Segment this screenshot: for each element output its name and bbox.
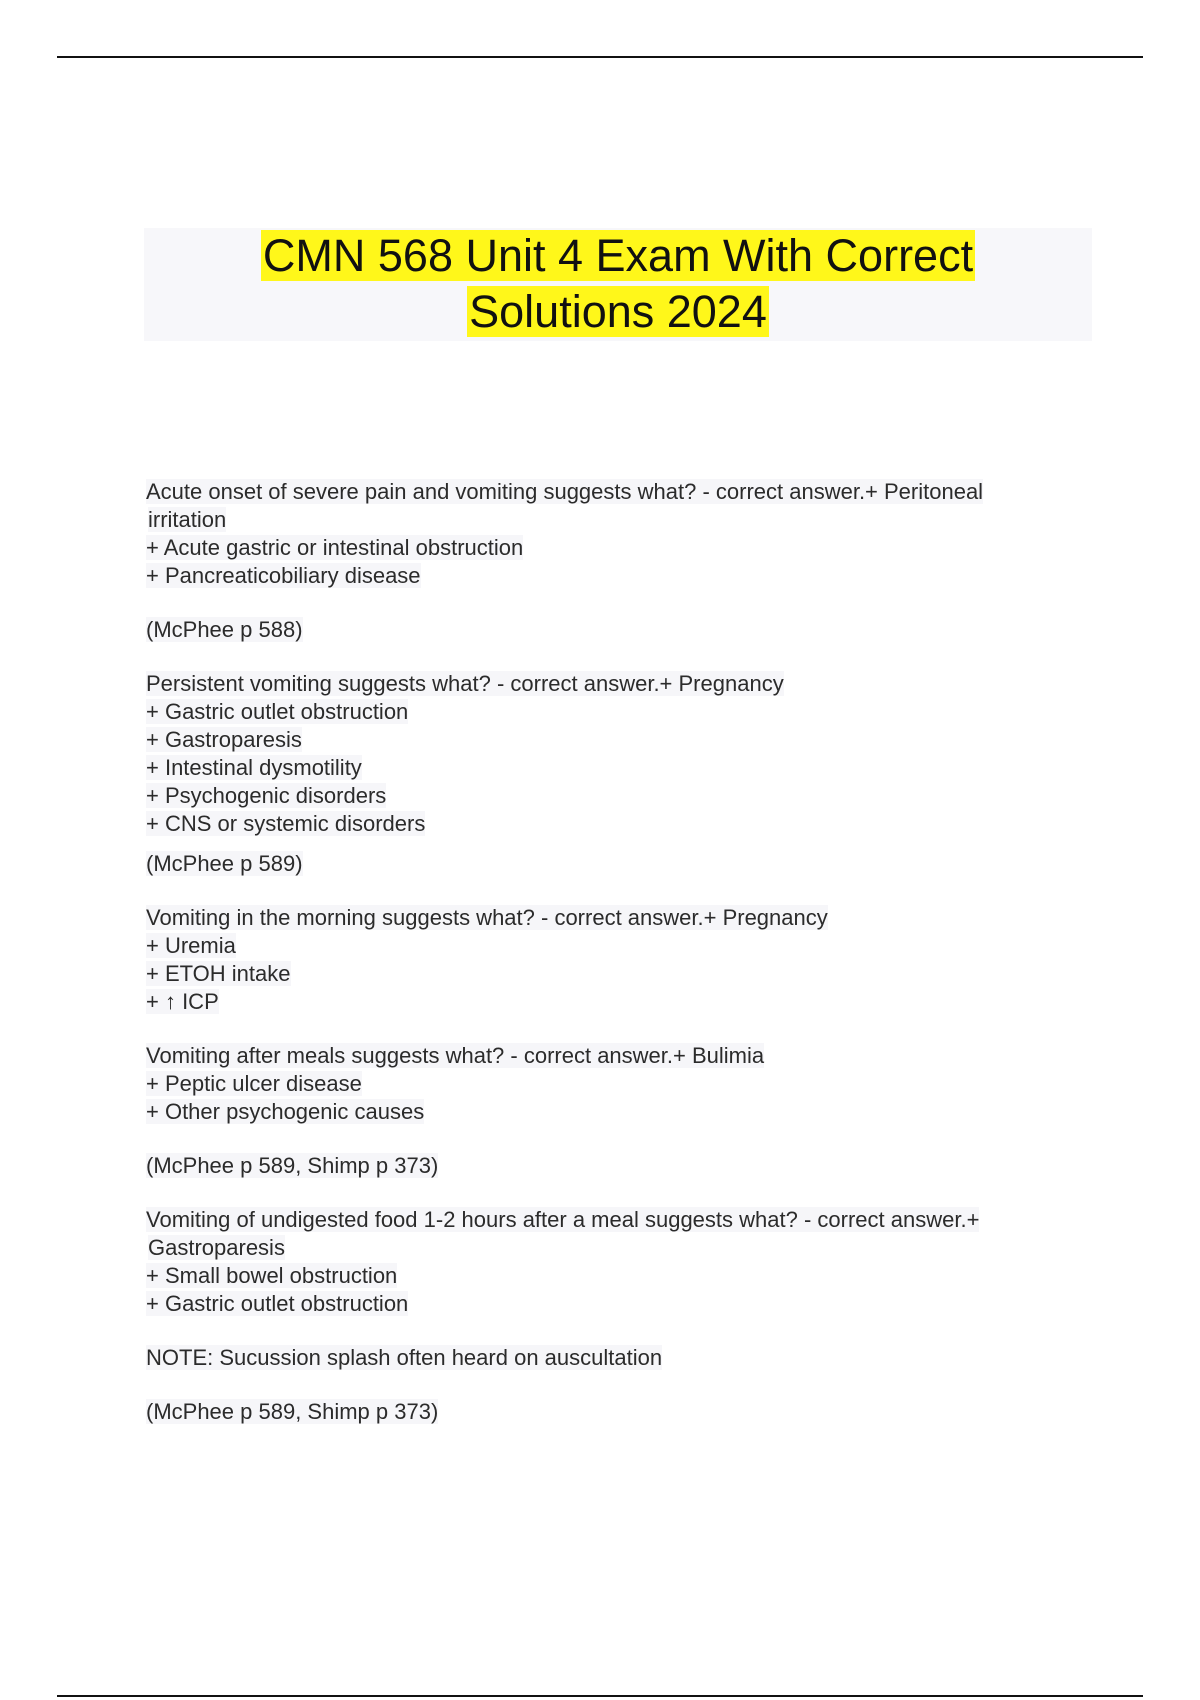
reference: (McPhee p 588): [146, 617, 303, 642]
answer-line: + Acute gastric or intestinal obstruction: [146, 535, 524, 560]
question-line: Vomiting in the morning suggests what? - correct answer.+ Pregnancy: [146, 905, 828, 930]
qa-item: [146, 904, 1086, 1016]
qa-item: [146, 478, 1086, 644]
answer-line: irritation: [148, 507, 227, 532]
document-title: [144, 228, 1092, 341]
answer-line: + Intestinal dysmotility: [146, 755, 362, 780]
reference: (McPhee p 589, Shimp p 373): [146, 1153, 439, 1178]
note: NOTE: Sucussion splash often heard on auscultation: [146, 1345, 663, 1370]
answer-line: + Small bowel obstruction: [146, 1263, 398, 1288]
answer-line: + ↑ ICP: [146, 989, 219, 1014]
header-rule: [57, 56, 1143, 58]
question-line: Vomiting after meals suggests what? - correct answer.+ Bulimia: [146, 1043, 765, 1068]
answer-line: + Gastric outlet obstruction: [146, 1291, 409, 1316]
answer-line: + Peptic ulcer disease: [146, 1071, 362, 1096]
answer-line: + Uremia: [146, 933, 236, 958]
question-line: Persistent vomiting suggests what? - correct answer.+ Pregnancy: [146, 671, 784, 696]
answer-line: + Gastroparesis: [146, 727, 302, 752]
answer-line: + Gastric outlet obstruction: [146, 699, 409, 724]
answer-line: + Psychogenic disorders: [146, 783, 387, 808]
answer-line: + ETOH intake: [146, 961, 291, 986]
document-body: [146, 478, 1086, 1426]
footer-rule: [57, 1695, 1143, 1697]
reference: (McPhee p 589, Shimp p 373): [146, 1399, 439, 1424]
answer-line: + CNS or systemic disorders: [146, 811, 426, 836]
question-line: Acute onset of severe pain and vomiting suggests what? - correct answer.+ Peritoneal: [146, 479, 984, 504]
qa-item: [146, 1042, 1086, 1180]
title-line-1: CMN 568 Unit 4 Exam With Correct: [262, 230, 974, 281]
qa-item: [146, 1206, 1086, 1426]
reference: (McPhee p 589): [146, 851, 303, 876]
answer-line: Gastroparesis: [148, 1235, 285, 1260]
answer-line: + Other psychogenic causes: [146, 1099, 425, 1124]
question-line: Vomiting of undigested food 1-2 hours after a meal suggests what? - correct answer.+: [146, 1207, 980, 1232]
qa-item: [146, 670, 1086, 878]
answer-line: + Pancreaticobiliary disease: [146, 563, 421, 588]
title-line-2: Solutions 2024: [469, 286, 767, 337]
